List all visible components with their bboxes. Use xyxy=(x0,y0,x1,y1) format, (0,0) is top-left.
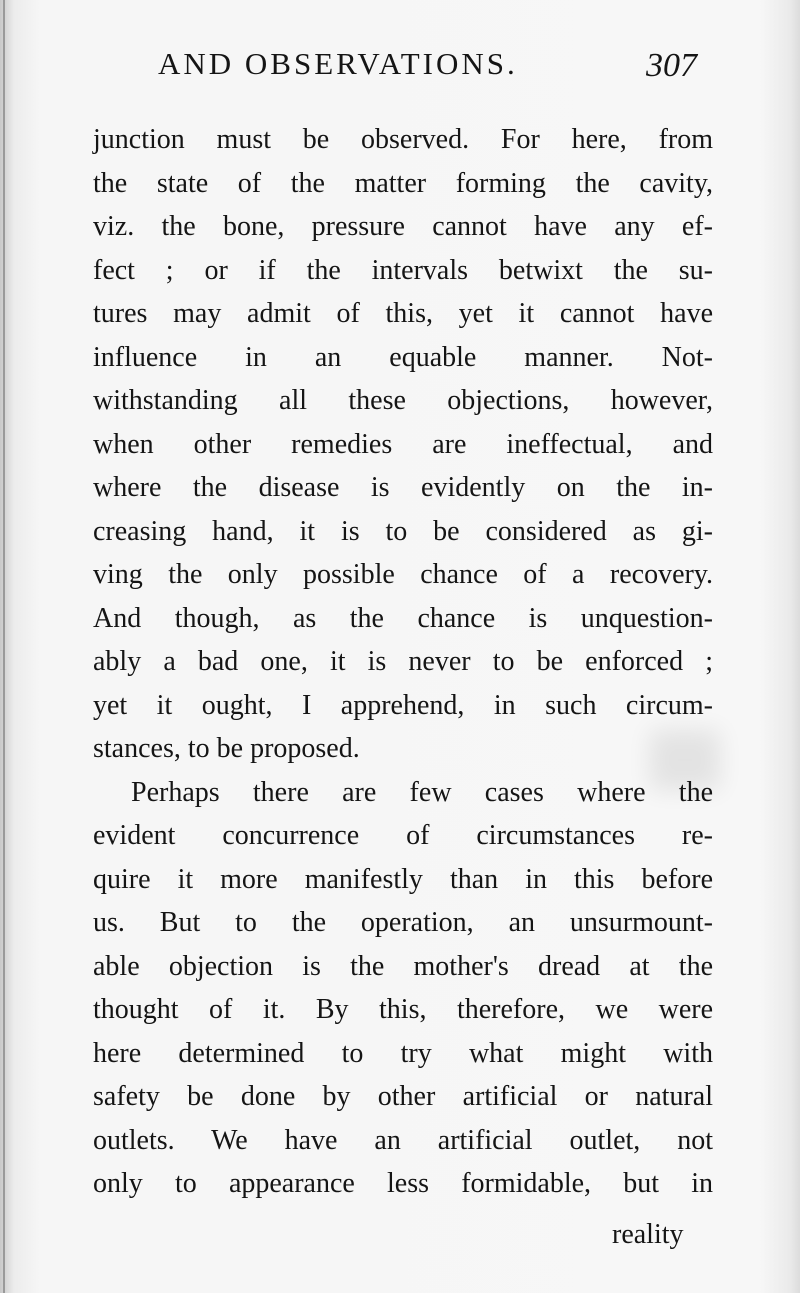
text-line: here determined to try what might with xyxy=(93,1037,713,1069)
text-line: quire it more manifestly than in this before xyxy=(93,863,713,895)
page-header xyxy=(158,44,718,94)
show-through-smudge xyxy=(650,730,720,790)
text-line: junction must be observed. For here, from xyxy=(93,124,713,155)
text-line: ving the only possible chance of a recovery. xyxy=(93,559,713,590)
text-line: the state of the matter forming the cavity, xyxy=(93,167,713,199)
text-line: fect ; or if the intervals betwixt the su- xyxy=(93,254,713,286)
text-line: influence in an equable manner. Not- xyxy=(93,341,713,373)
paragraph-end-line: stances, to be proposed. xyxy=(93,733,360,764)
page-gutter xyxy=(3,0,5,1293)
text-line: thought of it. By this, therefore, we were xyxy=(93,994,713,1025)
catchword: reality xyxy=(612,1219,684,1250)
text-line: when other remedies are ineffectual, and xyxy=(93,428,713,460)
text-line: creasing hand, it is to be considered as gi- xyxy=(93,515,713,547)
text-line: And though, as the chance is unquestion- xyxy=(93,602,713,634)
text-line: viz. the bone, pressure cannot have any ef- xyxy=(93,211,713,242)
paragraph-start-line: Perhaps there are few cases where the xyxy=(131,776,713,808)
text-line: safety be done by other artificial or natural xyxy=(93,1081,713,1112)
text-line: yet it ought, I apprehend, in such circum- xyxy=(93,689,713,721)
text-line: where the disease is evidently on the in- xyxy=(93,472,713,503)
body-text xyxy=(93,118,713,1206)
text-line: evident concurrence of circumstances re- xyxy=(93,820,713,851)
running-head: AND OBSERVATIONS. xyxy=(158,46,518,81)
text-line: able objection is the mother's dread at the xyxy=(93,950,713,982)
text-line: withstanding all these objections, however, xyxy=(93,385,713,416)
page-number: 307 xyxy=(646,47,697,84)
text-line: ably a bad one, it is never to be enforced ; xyxy=(93,646,713,677)
text-line: only to appearance less formidable, but in xyxy=(93,1168,713,1199)
text-line: tures may admit of this, yet it cannot have xyxy=(93,298,713,329)
text-line: us. But to the operation, an unsurmount- xyxy=(93,907,713,938)
text-line: outlets. We have an artificial outlet, not xyxy=(93,1124,713,1156)
